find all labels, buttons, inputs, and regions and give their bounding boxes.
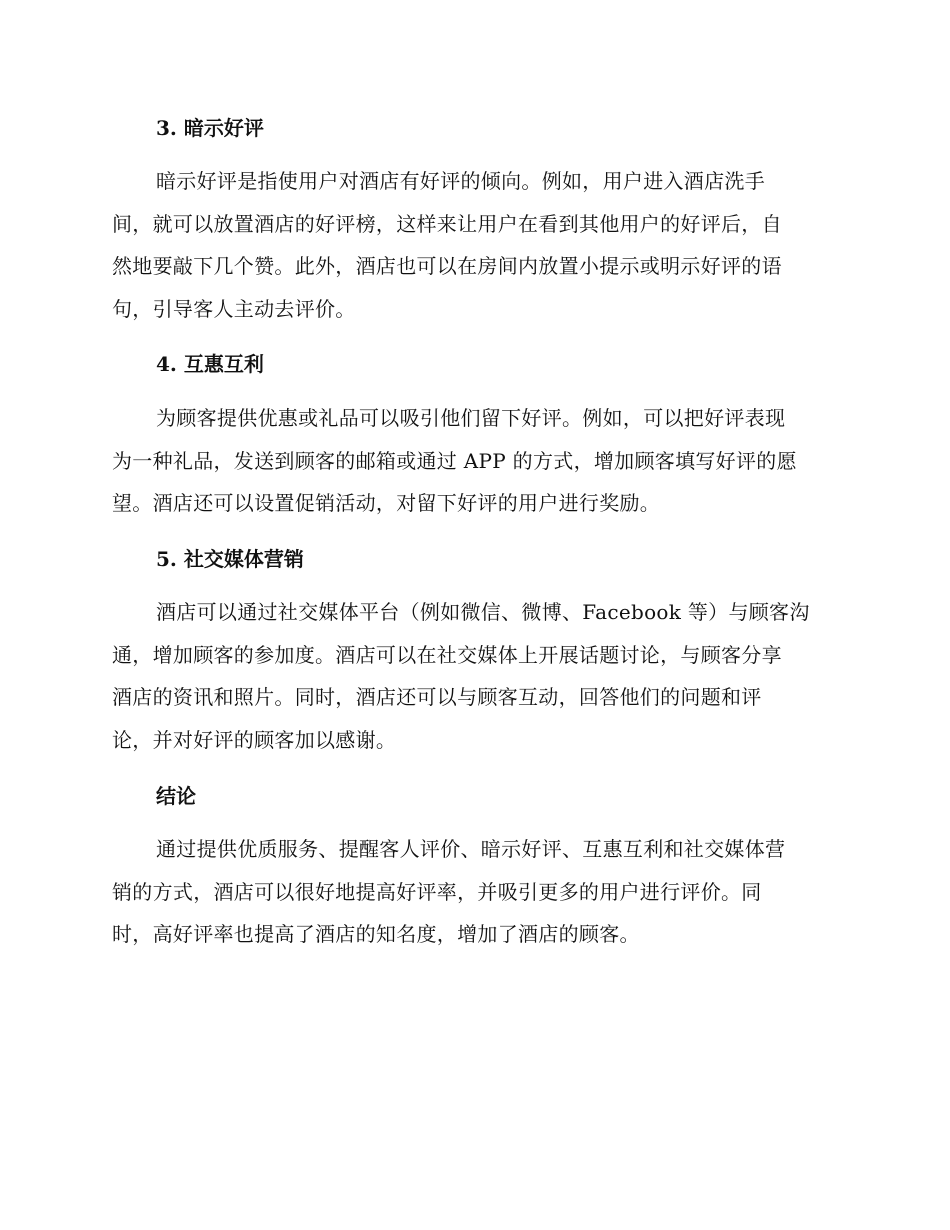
paragraph-line: 为一种礼品，发送到顾客的邮箱或通过 APP 的方式，增加顾客填写好评的愿 — [112, 448, 797, 473]
paragraph-line: 销的方式，酒店可以很好地提高好评率，并吸引更多的用户进行评价。同 — [112, 879, 762, 904]
section-body — [112, 397, 836, 525]
section-heading: 4. 互惠互利 — [156, 352, 264, 376]
paragraph-line: 然地要敲下几个赞。此外，酒店也可以在房间内放置小提示或明示好评的语 — [112, 254, 782, 279]
section-body — [112, 160, 836, 331]
section-body — [112, 828, 836, 956]
section-hint-reviews — [112, 114, 836, 142]
paragraph-line: 通，增加顾客的参加度。酒店可以在社交媒体上开展话题讨论，与顾客分享 — [112, 642, 782, 667]
paragraph-line: 暗示好评是指使用户对酒店有好评的倾向。例如，用户进入酒店洗手 — [156, 169, 765, 193]
paragraph-line: 时，高好评率也提高了酒店的知名度，增加了酒店的顾客。 — [112, 922, 640, 947]
section-mutual-benefit — [112, 350, 836, 378]
paragraph-line: 酒店可以通过社交媒体平台（例如微信、微博、Facebook 等）与顾客沟 — [156, 600, 810, 624]
section-heading: 结论 — [156, 784, 196, 808]
section-heading: 5. 社交媒体营销 — [156, 547, 304, 571]
section-conclusion — [112, 782, 836, 810]
section-social-media — [112, 545, 836, 573]
section-body — [112, 591, 836, 762]
paragraph-line: 望。酒店还可以设置促销活动，对留下好评的用户进行奖励。 — [112, 491, 661, 516]
paragraph-line: 为顾客提供优惠或礼品可以吸引他们留下好评。例如，可以把好评表现 — [156, 406, 786, 430]
paragraph-line: 论，并对好评的顾客加以感谢。 — [112, 728, 397, 753]
section-heading: 3. 暗示好评 — [156, 116, 264, 140]
paragraph-line: 酒店的资讯和照片。同时，酒店还可以与顾客互动，回答他们的问题和评 — [112, 685, 762, 710]
paragraph-line: 句，引导客人主动去评价。 — [112, 297, 356, 322]
paragraph-line: 间，就可以放置酒店的好评榜，这样来让用户在看到其他用户的好评后，自 — [112, 211, 782, 236]
paragraph-line: 通过提供优质服务、提醒客人评价、暗示好评、互惠互利和社交媒体营 — [156, 837, 786, 861]
